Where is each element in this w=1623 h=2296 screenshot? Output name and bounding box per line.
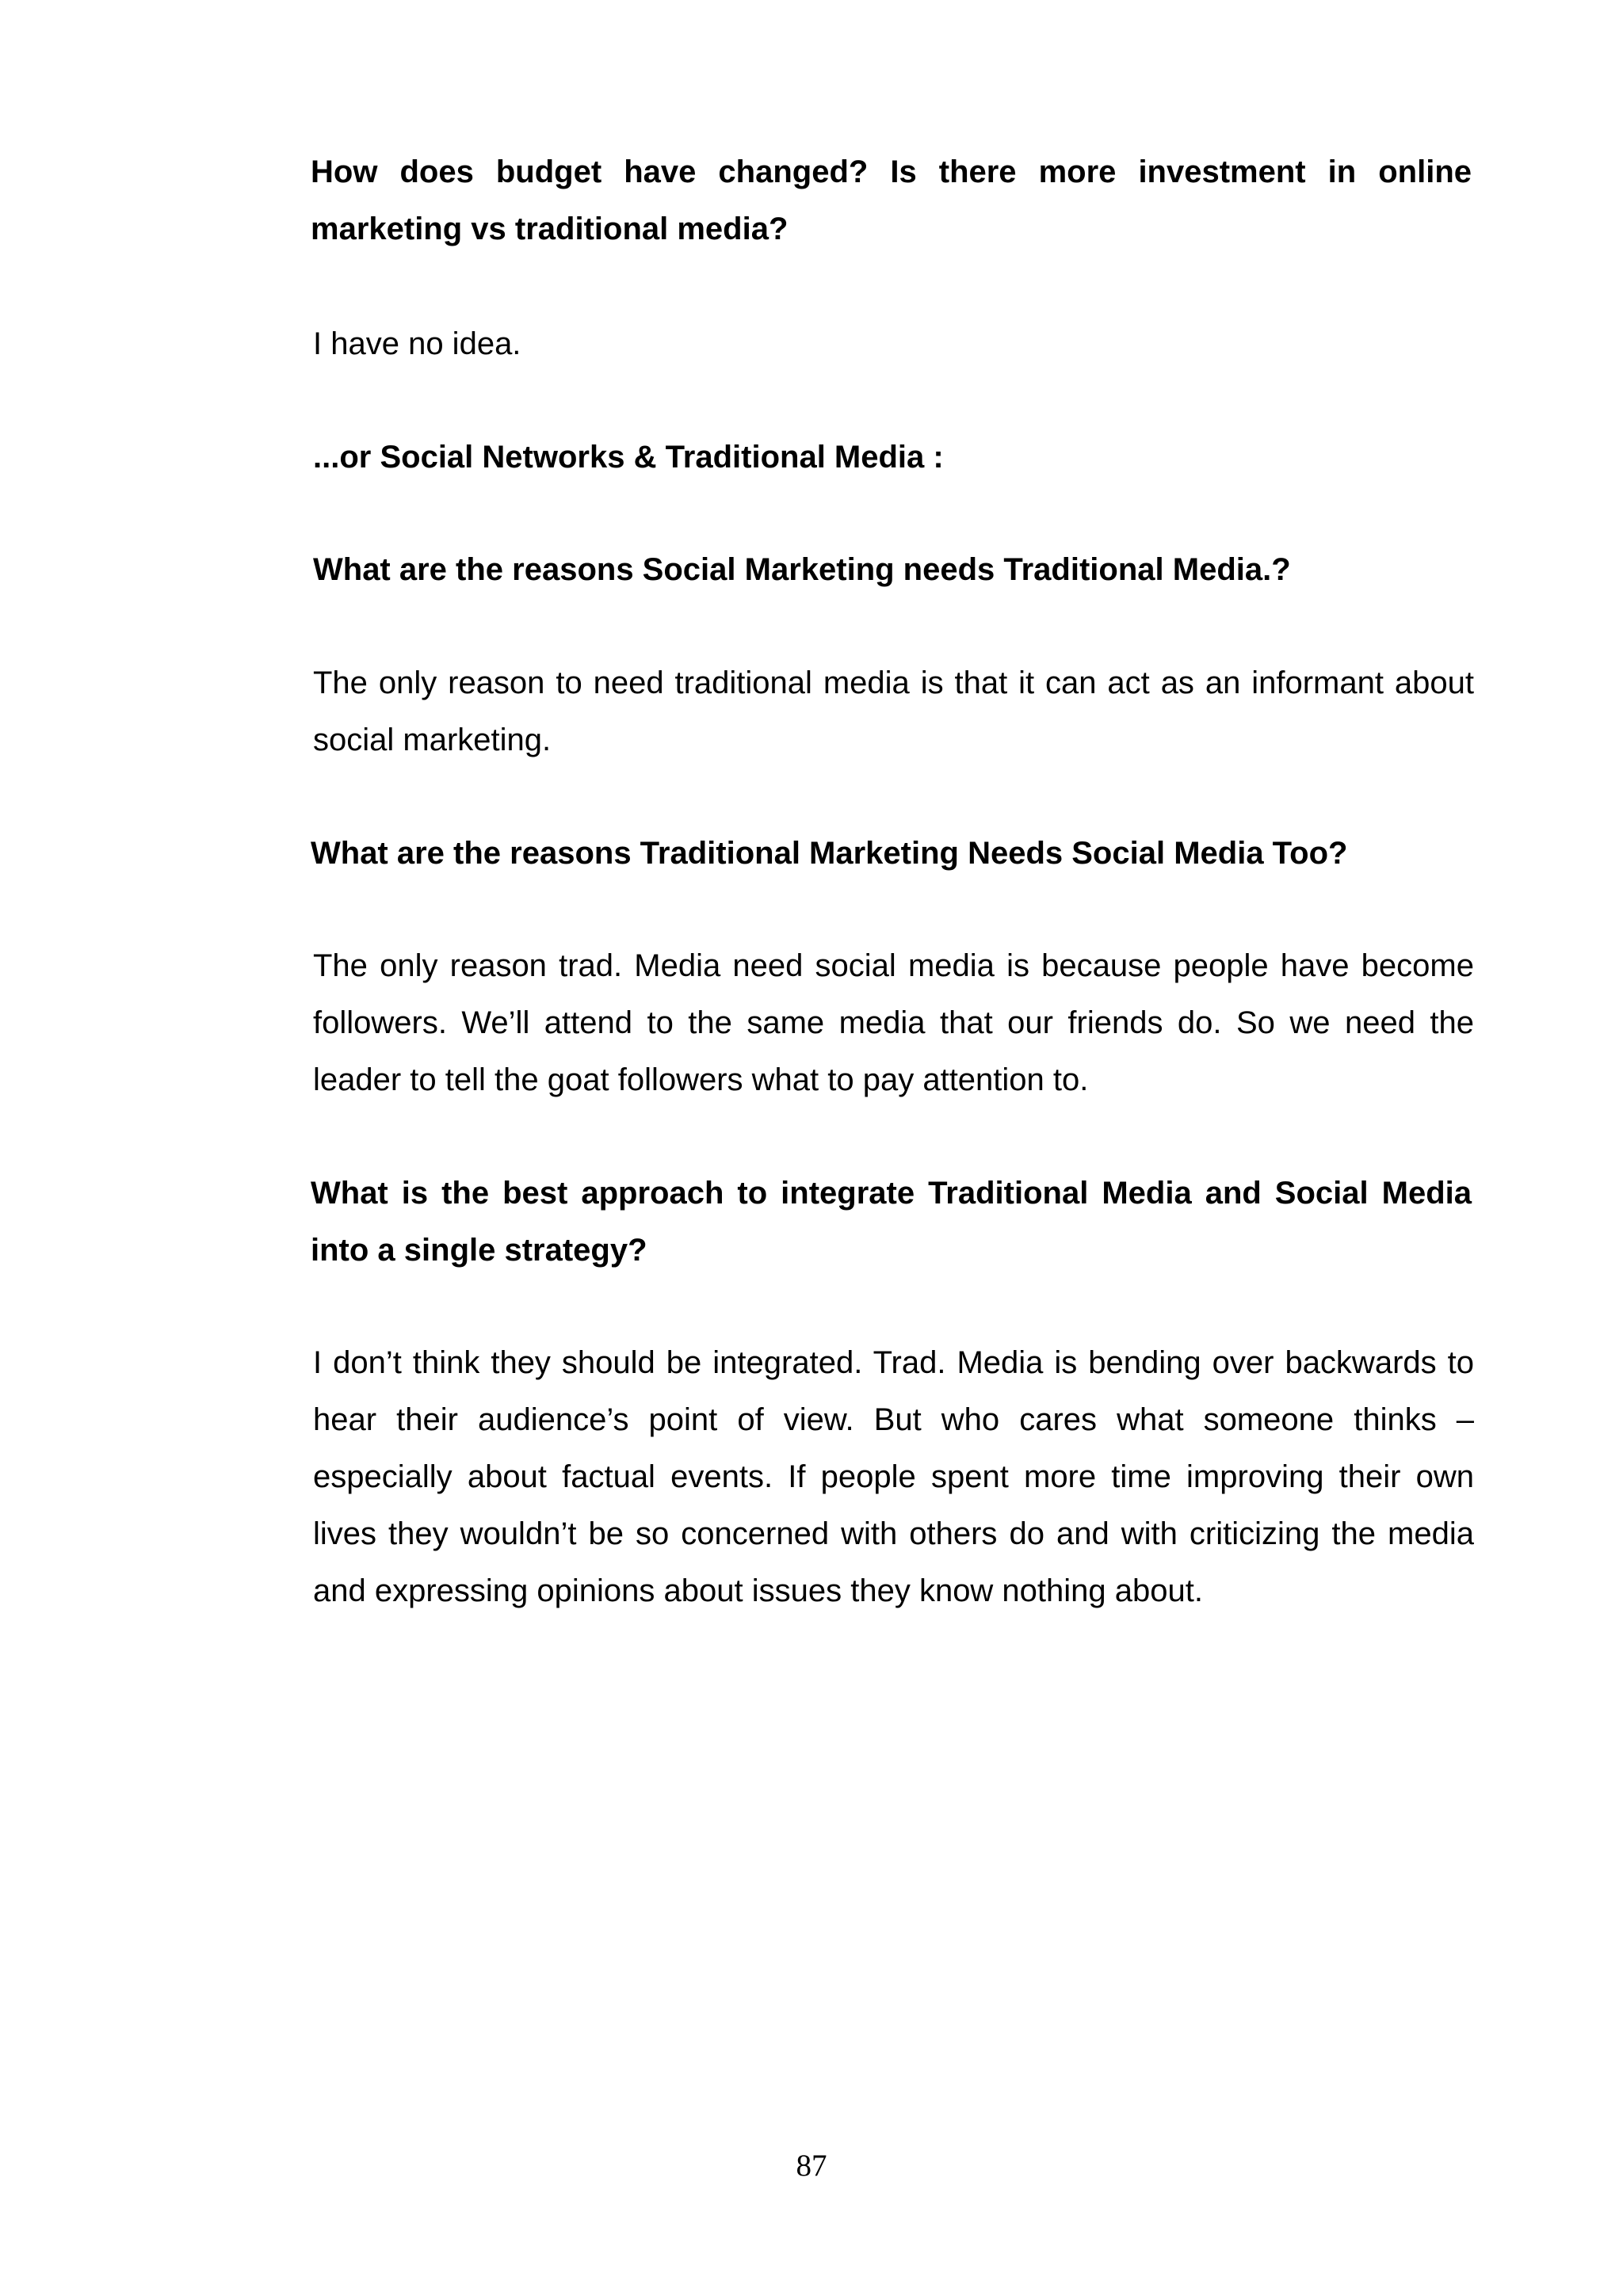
question-social-needs-traditional: What are the reasons Social Marketing needs Traditional Media.? [313,552,1291,587]
answer-no-idea: I have no idea. [313,326,521,361]
page-number: 87 [796,2149,827,2183]
section-heading-social-networks: ...or Social Networks & Traditional Media : [313,440,944,475]
answer-informant: The only reason to need traditional media is that it can act as an informant about social marketing. [313,666,1474,757]
answer-followers: The only reason trad. Media need social media is because people have become followers. We’ll attend to the same media that our friends do. So we need the leader to tell the goat followers what to pay attention to. [313,948,1474,1097]
question-budget-change: How does budget have changed? Is there more investment in online marketing vs traditional media? [311,154,1472,246]
question-integration-approach: What is the best approach to integrate Traditional Media and Social Media into a single strategy? [311,1176,1472,1268]
answer-not-integrated: I don’t think they should be integrated. Trad. Media is bending over backwards to hear their audience’s point of view. But who cares what someone thinks – especially about factual events. If people spent more time improving their own lives they wouldn’t be so concerned with others do and with criticizing the media and expressing opinions about issues they know nothing about. [313,1345,1474,1608]
question-traditional-needs-social: What are the reasons Traditional Marketing Needs Social Media Too? [311,836,1348,871]
